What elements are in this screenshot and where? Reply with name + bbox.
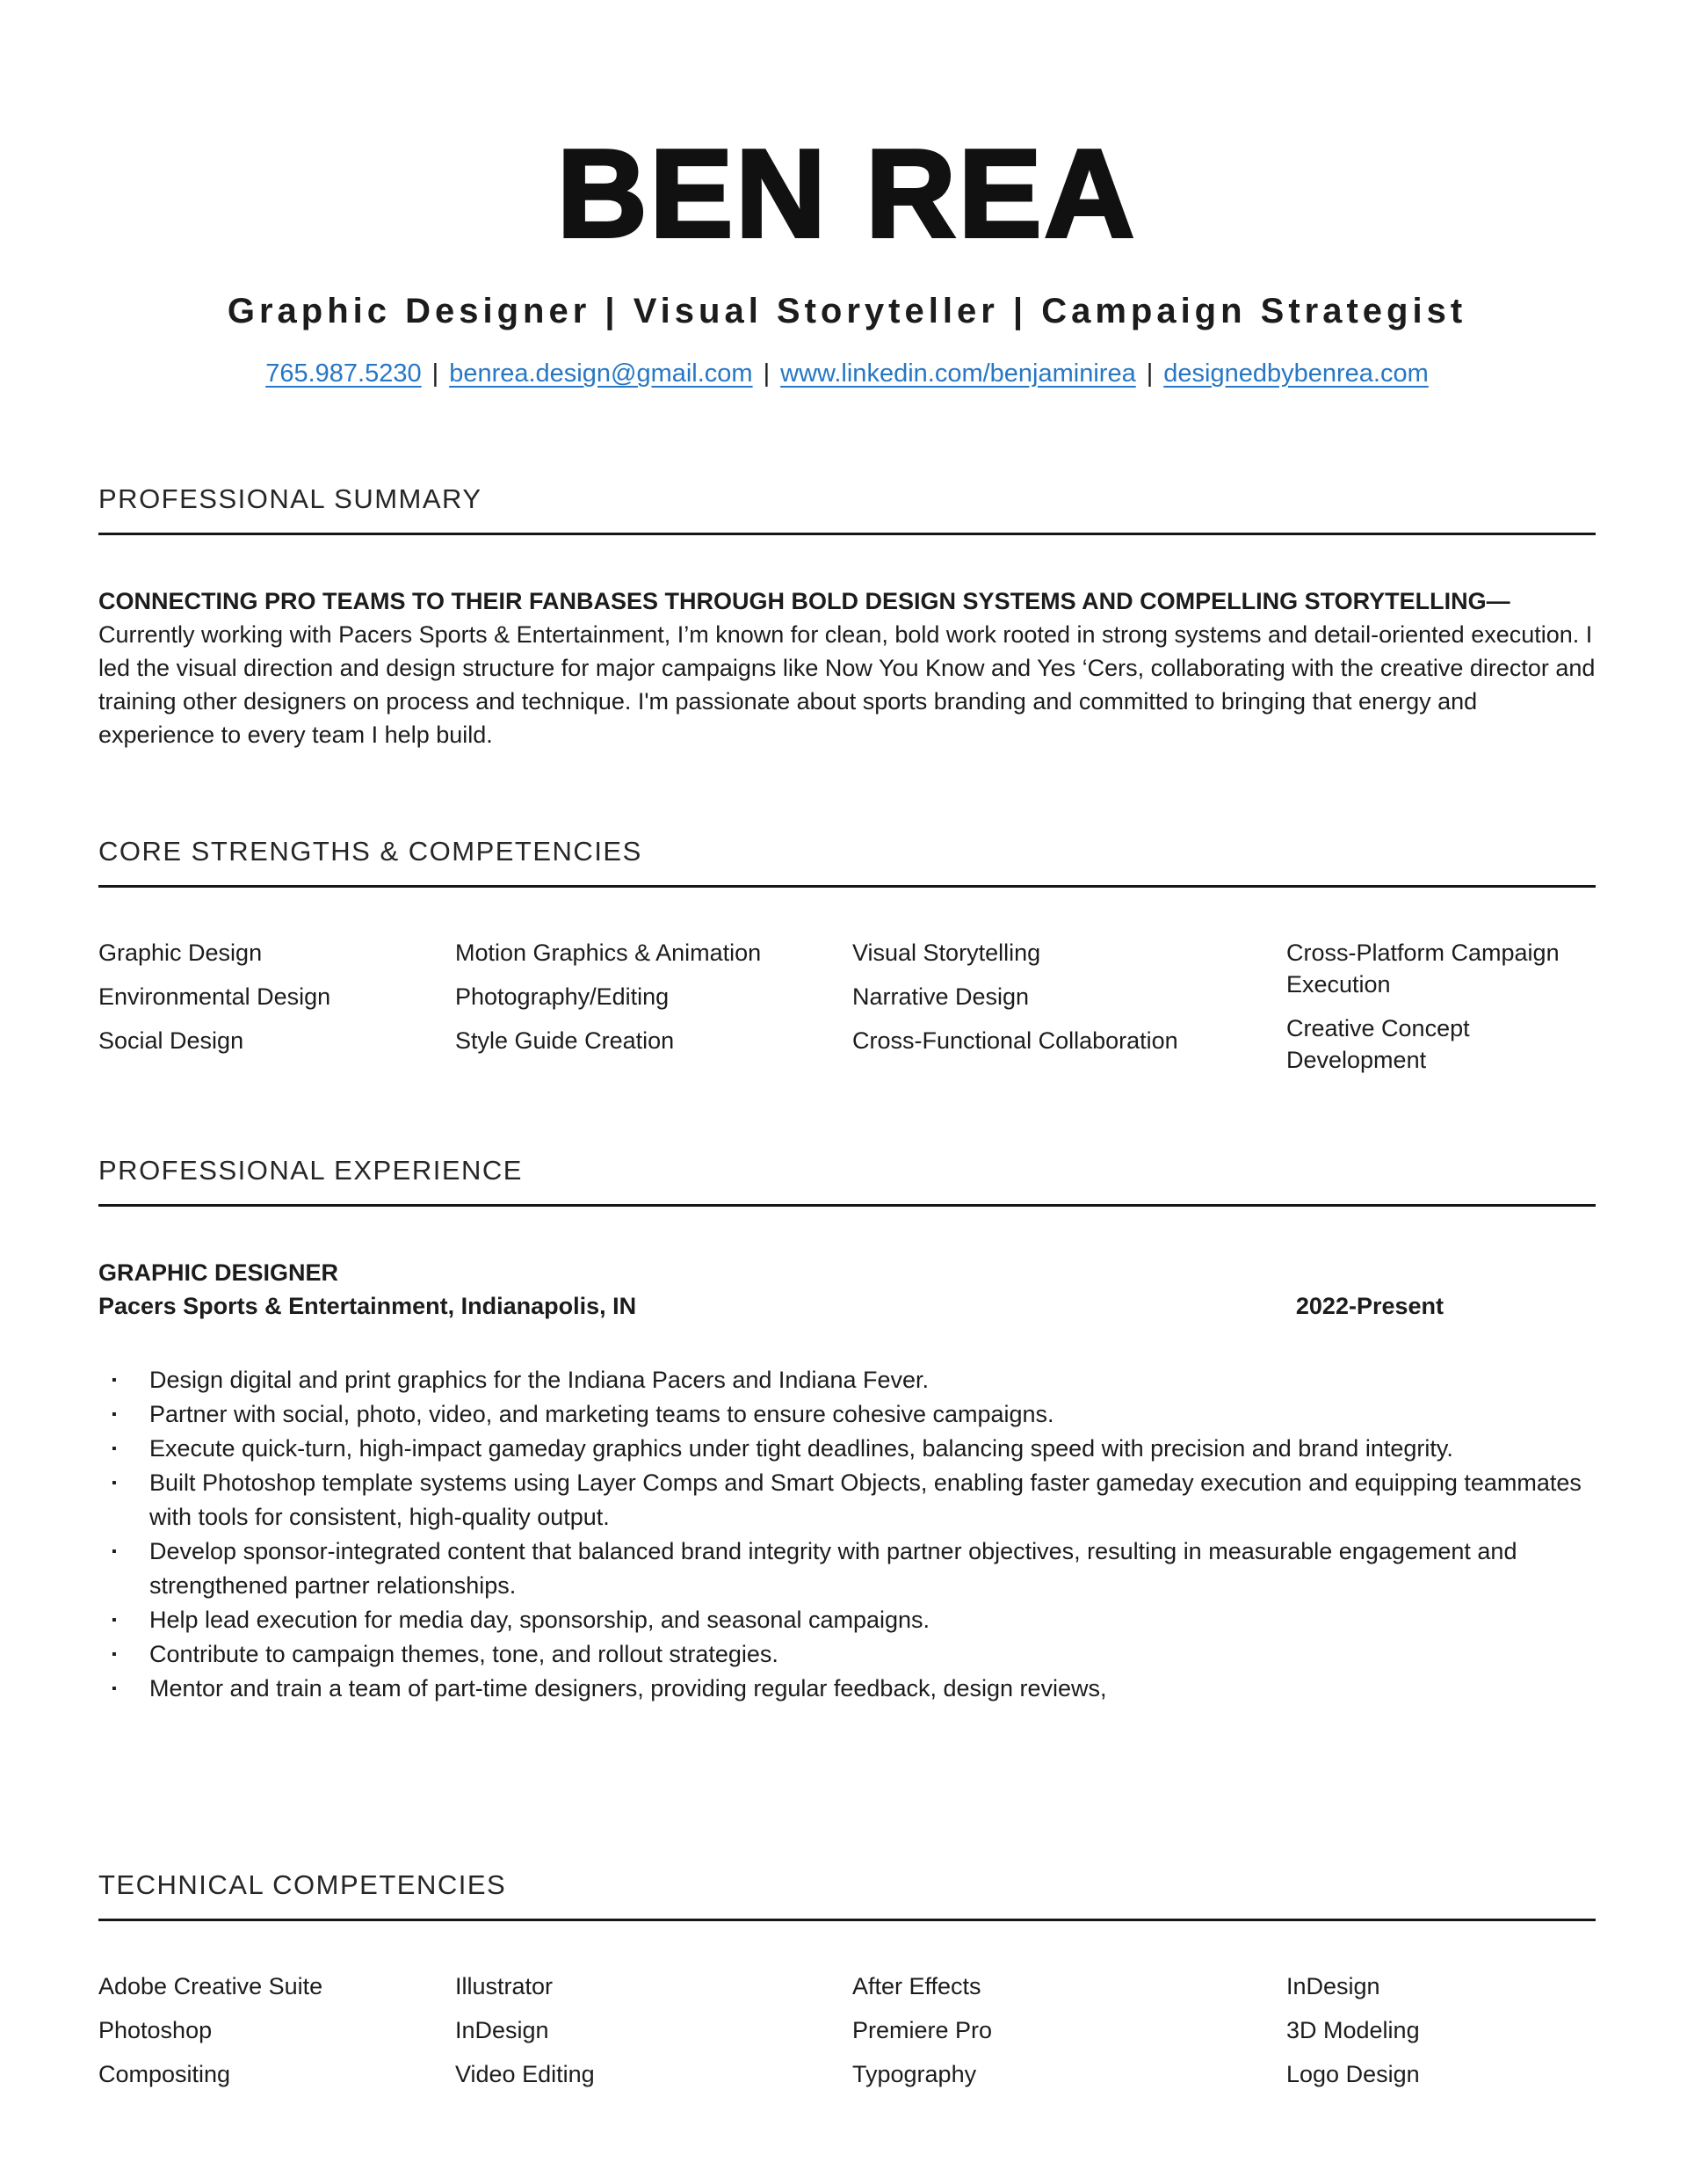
candidate-name: BEN REA: [556, 124, 1138, 264]
portfolio-link[interactable]: designedbybenrea.com: [1163, 359, 1429, 388]
skill-item: Motion Graphics & Animation: [455, 940, 762, 966]
technical-column-4: [1286, 1970, 1596, 2102]
tool-item: Photoshop: [98, 2017, 213, 2043]
section-technical-competencies: [98, 1869, 1596, 2102]
resume-header: [98, 124, 1596, 388]
skill-item: Photography/Editing: [455, 983, 670, 1010]
core-column-2: [455, 937, 852, 1088]
core-column-4: [1286, 937, 1596, 1088]
summary-body: Currently working with Pacers Sports & Entertainment, I’m known for clean, bold work rooted in strong systems and detail-oriented execution. I led the visual direction and design structure for major campaigns like Now You Know and Yes ‘Cers, collaborating with the creative director and training other designers on process and technique. I'm passionate about sports branding and committed to bringing that energy and experience to every team I help build.: [98, 621, 1596, 748]
technical-column-2: [455, 1970, 852, 2102]
tool-item: Adobe Creative Suite: [98, 1973, 323, 1999]
section-title: TECHNICAL COMPETENCIES: [98, 1869, 507, 1900]
tool-item: Illustrator: [455, 1973, 554, 1999]
section-professional-summary: [98, 483, 1596, 751]
skill-item: Graphic Design: [98, 940, 263, 966]
contact-separator: |: [763, 359, 771, 388]
job-dates: 2022-Present: [1295, 1293, 1444, 1319]
job-bullet: ▪ Built Photoshop template systems using Layer Comps and Smart Objects, enabling faster gameday execution and equipping teammates with tools for consistent, high-quality output.: [98, 1466, 1596, 1535]
summary-lead: CONNECTING PRO TEAMS TO THEIR FANBASES THROUGH BOLD DESIGN SYSTEMS AND COMPELLING STORYTELLING—: [98, 588, 1510, 614]
technical-column-1: [98, 1970, 455, 2102]
email-link[interactable]: benrea.design@gmail.com: [449, 359, 753, 388]
tool-item: Video Editing: [455, 2061, 595, 2087]
skill-item: Social Design: [98, 1027, 244, 1054]
core-strengths-grid: [98, 937, 1596, 1088]
job-bullet: ▪ Contribute to campaign themes, tone, and rollout strategies.: [98, 1637, 1596, 1672]
technical-grid: [98, 1970, 1596, 2102]
tool-item: After Effects: [852, 1973, 981, 1999]
section-core-strengths: [98, 836, 1596, 1088]
phone-link[interactable]: 765.987.5230: [265, 359, 422, 388]
job-bullet: ▪ Develop sponsor-integrated content that balanced brand integrity with partner objectives, resulting in measurable engagement and strengthened partner relationships.: [98, 1535, 1596, 1603]
job-bullet-list: [98, 1363, 1596, 1706]
tool-item: Premiere Pro: [852, 2017, 993, 2043]
linkedin-link[interactable]: www.linkedin.com/benjaminirea: [780, 359, 1136, 388]
job-bullet: ▪ Mentor and train a team of part-time designers, providing regular feedback, design reviews,: [98, 1672, 1596, 1706]
tool-item: Typography: [852, 2061, 977, 2087]
skill-item: Creative Concept Development: [1286, 1015, 1470, 1073]
job-bullet: ▪ Partner with social, photo, video, and marketing teams to ensure cohesive campaigns.: [98, 1397, 1596, 1432]
section-divider: [98, 885, 1596, 888]
section-divider: [98, 1204, 1596, 1207]
core-column-3: [852, 937, 1286, 1088]
job-entry: [98, 1256, 1596, 1706]
summary-paragraph: [98, 584, 1596, 751]
tool-item: InDesign: [455, 2017, 549, 2043]
job-role: GRAPHIC DESIGNER: [98, 1259, 339, 1286]
core-column-1: [98, 937, 455, 1088]
section-divider: [98, 1919, 1596, 1921]
tool-item: Compositing: [98, 2061, 231, 2087]
skill-item: Environmental Design: [98, 983, 331, 1010]
skill-item: Narrative Design: [852, 983, 1030, 1010]
technical-column-3: [852, 1970, 1286, 2102]
contact-line: [98, 359, 1596, 388]
job-company: Pacers Sports & Entertainment, Indianapolis, IN: [98, 1293, 637, 1319]
skill-item: Cross-Functional Collaboration: [852, 1027, 1178, 1054]
job-company-line: [98, 1289, 1596, 1323]
skill-item: Visual Storytelling: [852, 940, 1041, 966]
job-bullet: ▪ Execute quick-turn, high-impact gameday graphics under tight deadlines, balancing speed with precision and brand integrity.: [98, 1432, 1596, 1466]
skill-item: Style Guide Creation: [455, 1027, 675, 1054]
job-bullet: ▪ Design digital and print graphics for the Indiana Pacers and Indiana Fever.: [98, 1363, 1596, 1397]
tool-item: 3D Modeling: [1286, 2017, 1420, 2043]
section-title: PROFESSIONAL EXPERIENCE: [98, 1155, 523, 1186]
section-divider: [98, 533, 1596, 535]
tool-item: InDesign: [1286, 1973, 1380, 1999]
tool-item: Logo Design: [1286, 2061, 1420, 2087]
section-title: PROFESSIONAL SUMMARY: [98, 483, 482, 514]
contact-separator: |: [1146, 359, 1154, 388]
job-bullet: ▪ Help lead execution for media day, sponsorship, and seasonal campaigns.: [98, 1603, 1596, 1637]
candidate-tagline: Graphic Designer | Visual Storyteller | Campaign Strategist: [227, 292, 1467, 330]
contact-separator: |: [431, 359, 439, 388]
section-title: CORE STRENGTHS & COMPETENCIES: [98, 836, 642, 867]
section-professional-experience: [98, 1155, 1596, 1706]
skill-item: Cross-Platform Campaign Execution: [1286, 940, 1560, 998]
